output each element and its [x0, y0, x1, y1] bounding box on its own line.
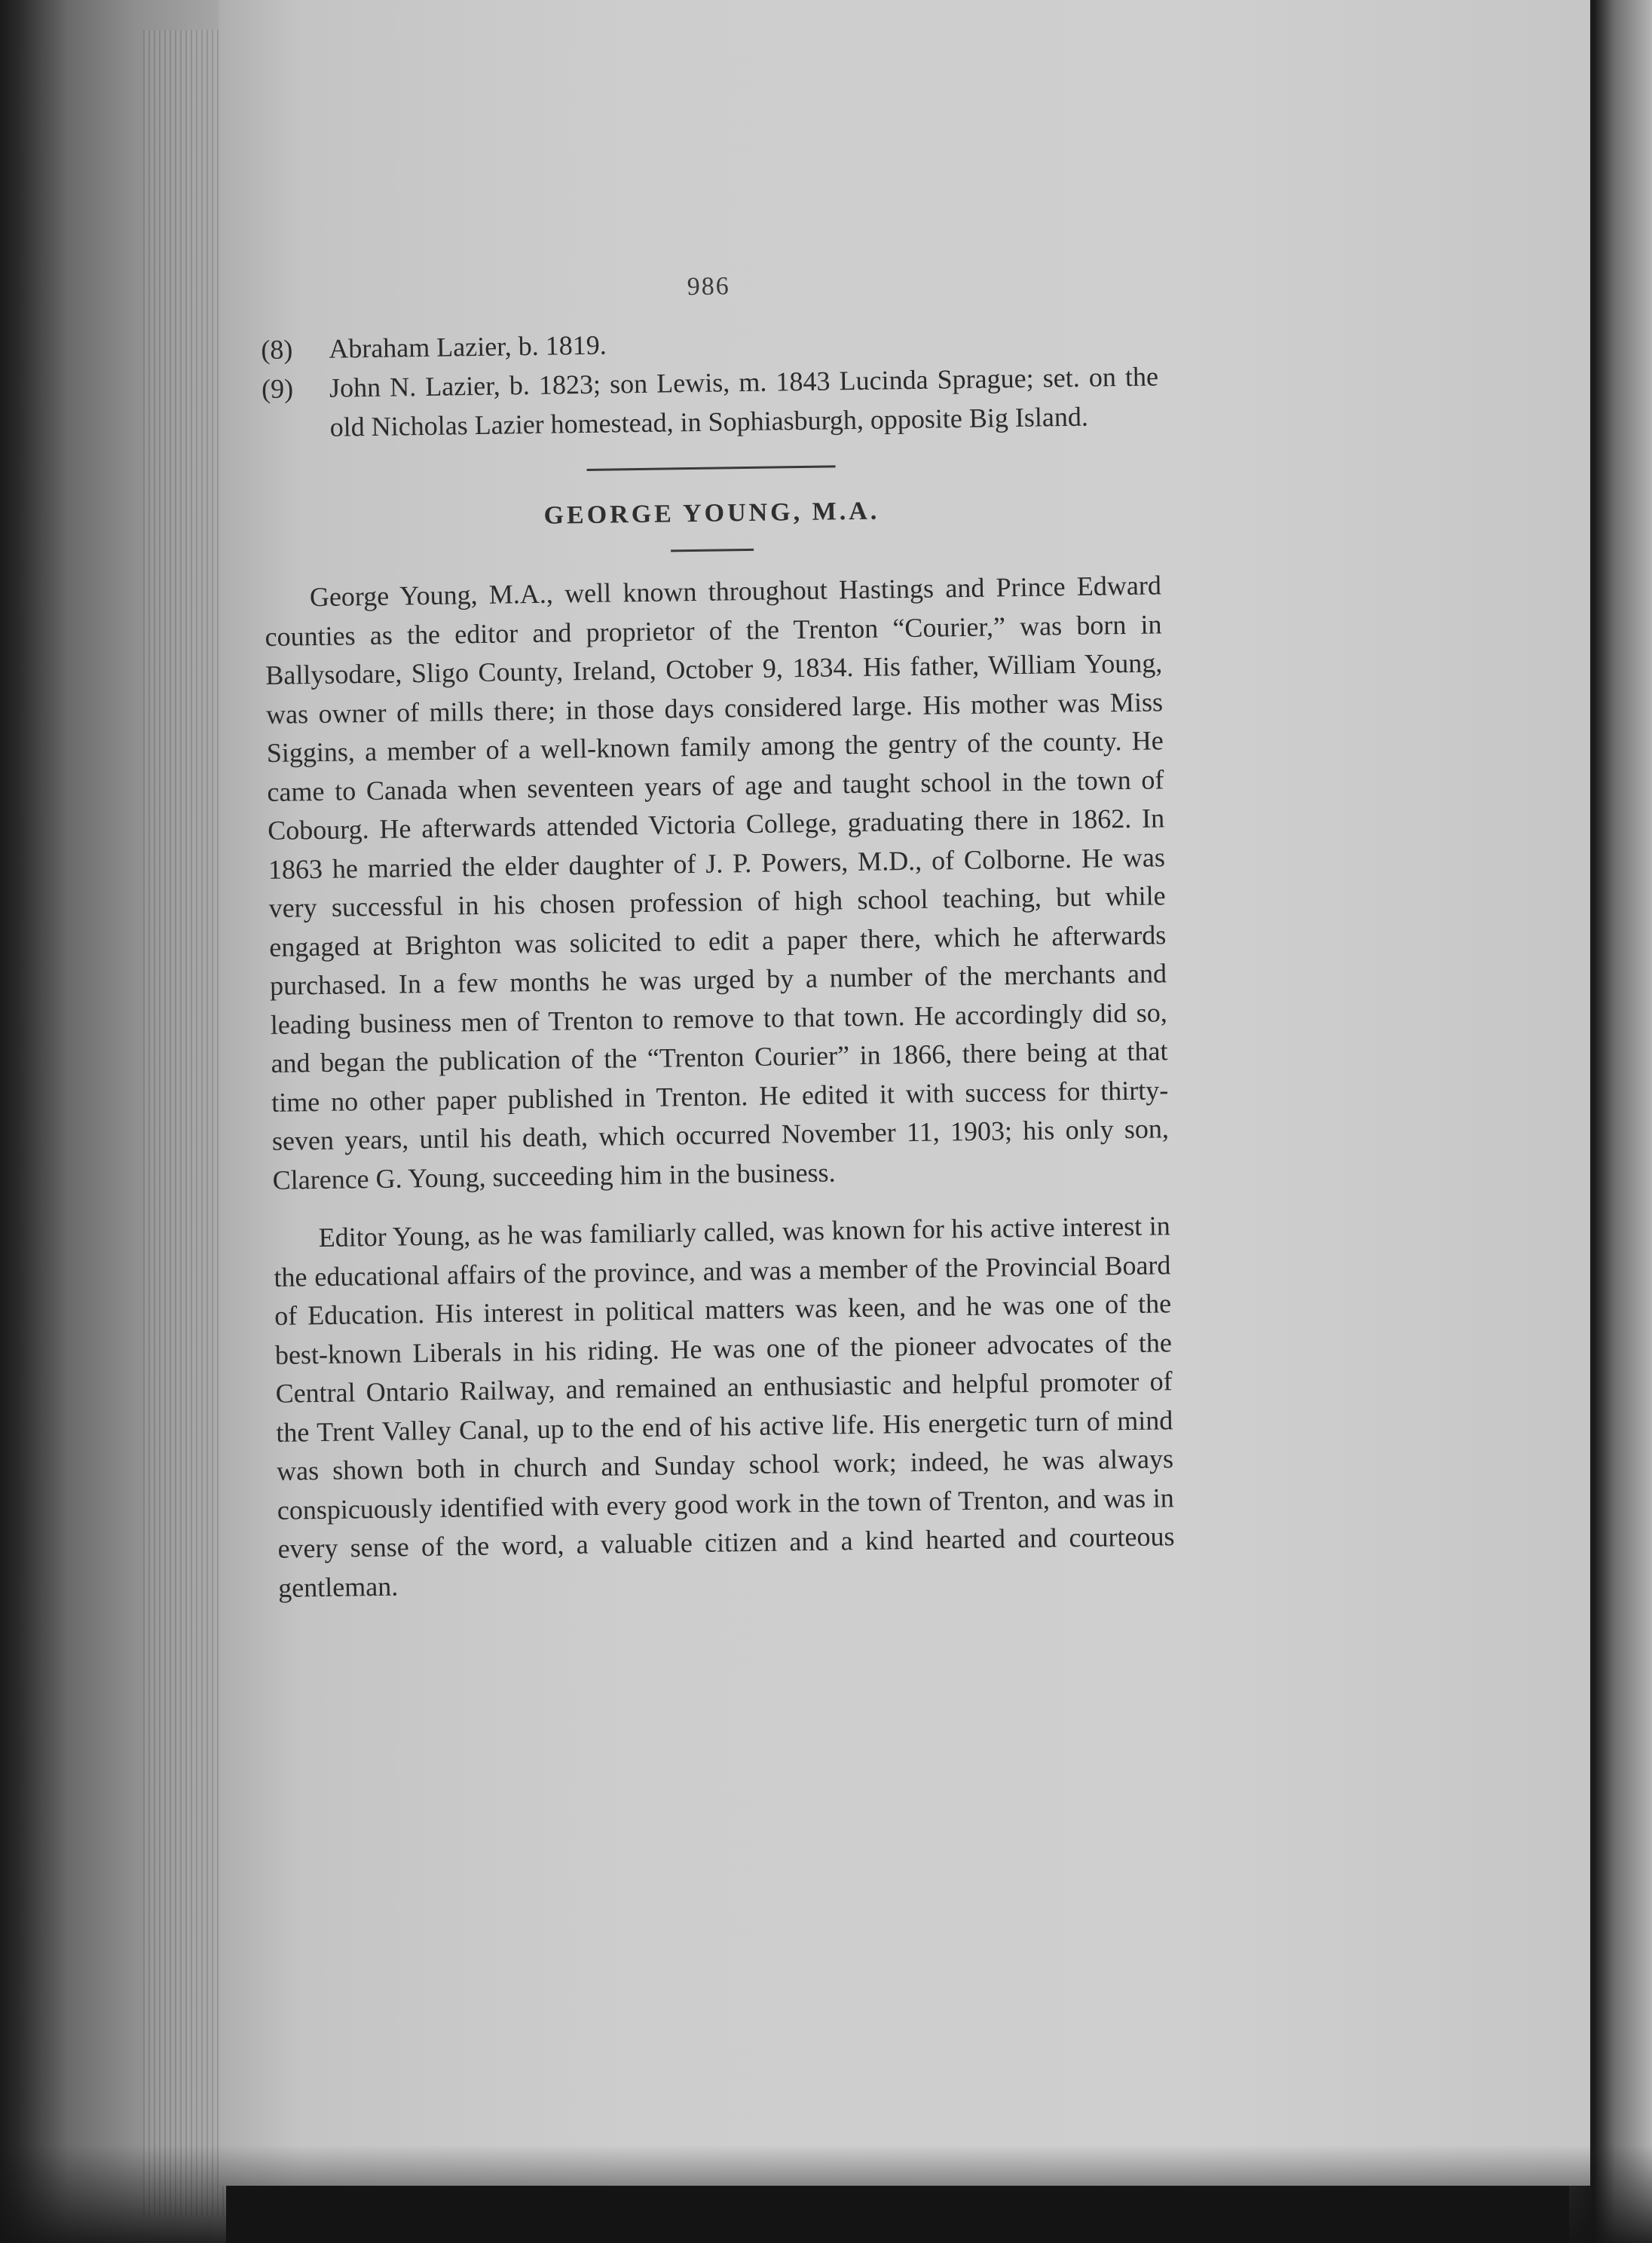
- entry-number: (9): [261, 373, 294, 404]
- page-stack-edges: [143, 30, 226, 2216]
- body-paragraph: Editor Young, as he was familiarly called, was known for his active interest in the educational affairs of the province, and was a member of the Provincial Board of Education. His interest in political matters was keen, and he was one of the best-known Liberals in his riding. He was one of the pioneer advocates of the Central Ontario Railway, and remained an enthusiastic and helpful promoter of the Trent Valley Canal, up to the end of his active life. His energetic turn of mind was shown both in church and Sunday school work; indeed, he was always conspicuously identified with every good work in the town of Trenton, and was in every sense of the word, a valuable citizen and a kind hearted and courteous gentleman.: [274, 1210, 1175, 1603]
- genealogy-entry: [262, 356, 1159, 448]
- page-number: 986: [687, 272, 730, 301]
- entry-text: John N. Lazier, b. 1823; son Lewis, m. 1843 Lucinda Sprague; set. on the old Nicholas Lazier homestead, in Sophiasburgh, opposite Big Island.: [329, 361, 1159, 442]
- heading-underline: [671, 549, 754, 552]
- entry-number: (8): [261, 334, 293, 365]
- section-divider: [587, 465, 836, 471]
- page-text-block: [260, 266, 1176, 1626]
- body-paragraph: George Young, M.A., well known throughout Hastings and Prince Edward counties as the editor and proprietor of the Trenton “Courier,” was born in Ballysodare, Sligo County, Ireland, October 9, 1834. His father, William Young, was owner of mills there; in those days considered large. His mother was Miss Siggins, a member of a well-known family among the gentry of the county. He came to Canada when seventeen years of age and taught school in the town of Cobourg. He afterwards attended Victoria College, graduating there in 1862. In 1863 he married the elder daughter of J. P. Powers, M.D., of Colborne. He was very successful in his chosen profession of high school teaching, but while engaged at Brighton was solicited to edit a paper there, which he afterwards purchased. In a few months he was urged by a number of the merchants and leading business men of Trenton to remove to that town. He accordingly did so, and began the publication of the “Trenton Courier” in 1866, there being at that time no other paper published in Trenton. He edited it with success for thirty-seven years, until his death, which occurred November 11, 1903; his only son, Clarence G. Young, succeeding him in the business.: [265, 570, 1170, 1195]
- entry-text: Abraham Lazier, b. 1819.: [329, 329, 607, 364]
- bottom-shadow: [0, 2145, 1652, 2243]
- section-heading: GEORGE YOUNG, M.A.: [543, 497, 880, 530]
